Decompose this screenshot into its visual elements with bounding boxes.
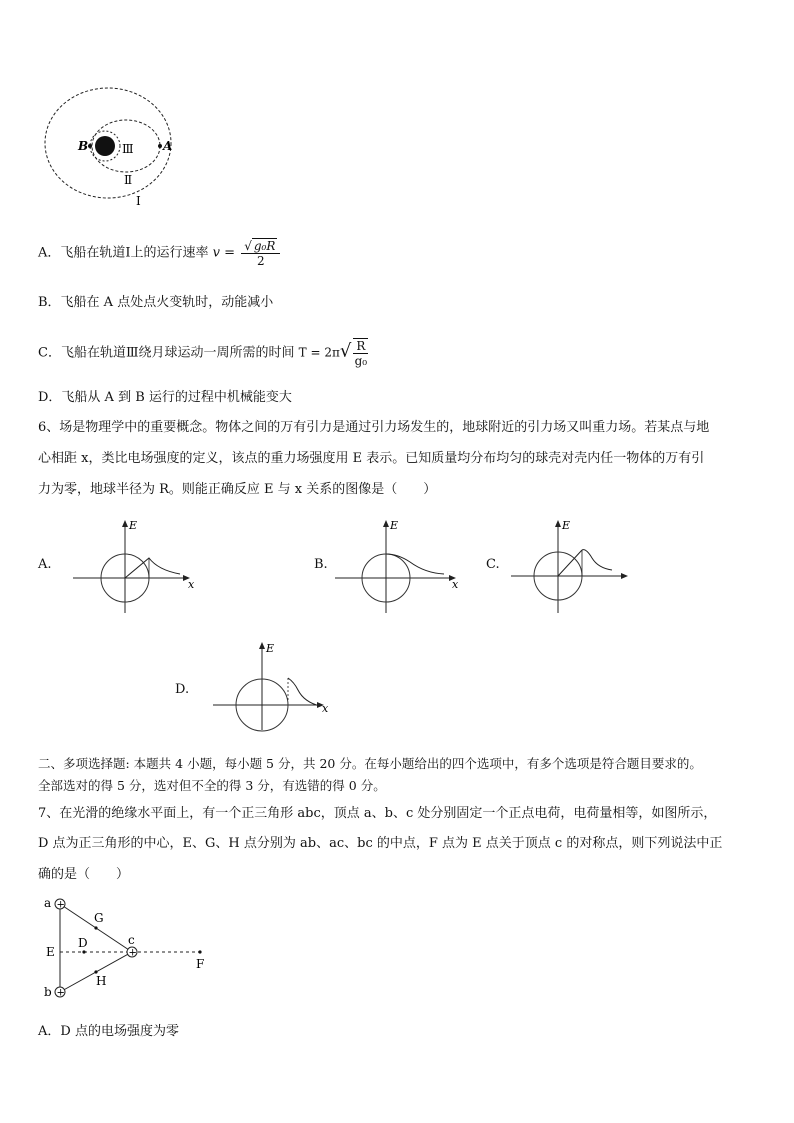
- q6-graph-d-axis-e: E: [266, 642, 275, 655]
- triangle-figure: [38, 892, 218, 1004]
- q5-option-c-den: g₀: [354, 354, 368, 368]
- q6-graph-c-axis-e: E: [562, 519, 571, 532]
- q6-graph-c[interactable]: [506, 518, 636, 618]
- q6-graph-a-label[interactable]: A.: [38, 557, 52, 572]
- q5-option-a[interactable]: [38, 238, 280, 268]
- label-II: Ⅱ: [124, 173, 133, 187]
- q6-graph-c-label[interactable]: C.: [486, 557, 500, 572]
- point-B: [88, 144, 92, 148]
- label-c: c: [128, 933, 135, 947]
- orbit-figure: [38, 85, 178, 210]
- q7-line-2: D 点为正三角形的中心，E、G、H 点分别为 ab、ac、bc 的中点，F 点为 E 点关于顶点 c 的对称点，则下列说法中正: [38, 836, 723, 851]
- label-I: Ⅰ: [136, 194, 141, 208]
- label-b: b: [44, 985, 52, 999]
- label-A: A: [163, 139, 173, 153]
- q6-graph-d-label[interactable]: D.: [175, 682, 190, 697]
- q6-line-1: 6、场是物理学中的重要概念。物体之间的万有引力是通过引力场发生的，地球附近的引力场又叫重力场。若某点与地: [38, 420, 710, 435]
- point-g: [94, 926, 97, 929]
- q6-graph-b-axis-e: E: [390, 519, 399, 532]
- label-g: G: [94, 911, 104, 925]
- label-III: Ⅲ: [122, 142, 134, 156]
- q6-graph-a-axis-x: x: [188, 578, 195, 591]
- q5-option-a-lhs: v =: [212, 245, 236, 261]
- label-B: B: [78, 139, 89, 153]
- label-f: F: [196, 957, 205, 971]
- q5-option-c-fraction: [353, 338, 368, 368]
- svg-text:+: +: [56, 987, 65, 999]
- label-a: a: [44, 896, 52, 910]
- q6-graph-b-axis-x: x: [452, 578, 459, 591]
- label-e: E: [46, 945, 55, 959]
- q6-graph-b-label[interactable]: B.: [314, 557, 328, 572]
- q6-graph-d-axis-x: x: [322, 702, 329, 715]
- q7-line-1: 7、在光滑的绝缘水平面上，有一个正三角形 abc，顶点 a、b、c 处分别固定一个正点电荷，电荷量相等，如图所示，: [38, 806, 717, 821]
- q6-graph-b[interactable]: [330, 518, 465, 618]
- q5-option-b[interactable]: B．飞船在 A 点处点火变轨时，动能减小: [38, 295, 274, 310]
- q7-option-a[interactable]: A．D 点的电场强度为零: [38, 1024, 179, 1039]
- q6-graph-d[interactable]: [208, 640, 338, 735]
- label-h: H: [96, 974, 107, 988]
- q7-line-3: 确的是（ ）: [38, 867, 130, 882]
- section-2-line-2: 全部选对的得 5 分，选对但不全的得 3 分，有选错的得 0 分。: [38, 778, 386, 793]
- q5-option-a-num: g₀R: [253, 239, 276, 253]
- svg-text:+: +: [128, 947, 137, 959]
- q6-graph-a[interactable]: [68, 518, 198, 618]
- q6-line-3: 力为零，地球半径为 R。则能正确反应 E 与 x 关系的图像是（ ）: [38, 482, 437, 497]
- q5-option-a-den: 2: [256, 254, 265, 268]
- q5-option-c[interactable]: C．飞船在轨道Ⅲ绕月球运动一周所需的时间 T = 2π√ $\frac{R}{\text{g₀}}$: [38, 339, 368, 368]
- point-f: [198, 950, 201, 953]
- q5-option-c-text: C．飞船在轨道Ⅲ绕月球运动一周所需的时间: [38, 345, 295, 361]
- q6-graph-a-axis-e: E: [129, 519, 138, 532]
- q5-option-c-lhs: T = 2π: [298, 345, 340, 360]
- moon: [95, 136, 115, 156]
- q5-option-a-fraction: $\frac{\text{√ g₀R}}{2}$: [241, 238, 280, 268]
- q6-line-2: 心相距 x，类比电场强度的定义，该点的重力场强度用 E 表示。已知质量均分布均匀的球壳对壳内任一物体的万有引: [38, 451, 705, 466]
- q5-option-c-num: R: [353, 339, 368, 354]
- point-d: [82, 950, 85, 953]
- svg-text:+: +: [56, 899, 65, 911]
- label-d: D: [78, 936, 88, 950]
- section-2-line-1: 二、多项选择题: 本题共 4 小题，每小题 5 分，共 20 分。在每小题给出的四个选项中，有多个选项是符合题目要求的。: [38, 756, 702, 771]
- q5-option-d[interactable]: D．飞船从 A 到 B 运行的过程中机械能变大: [38, 390, 292, 405]
- q5-option-a-text: A．飞船在轨道Ⅰ上的运行速率: [38, 245, 209, 261]
- point-A: [158, 144, 162, 148]
